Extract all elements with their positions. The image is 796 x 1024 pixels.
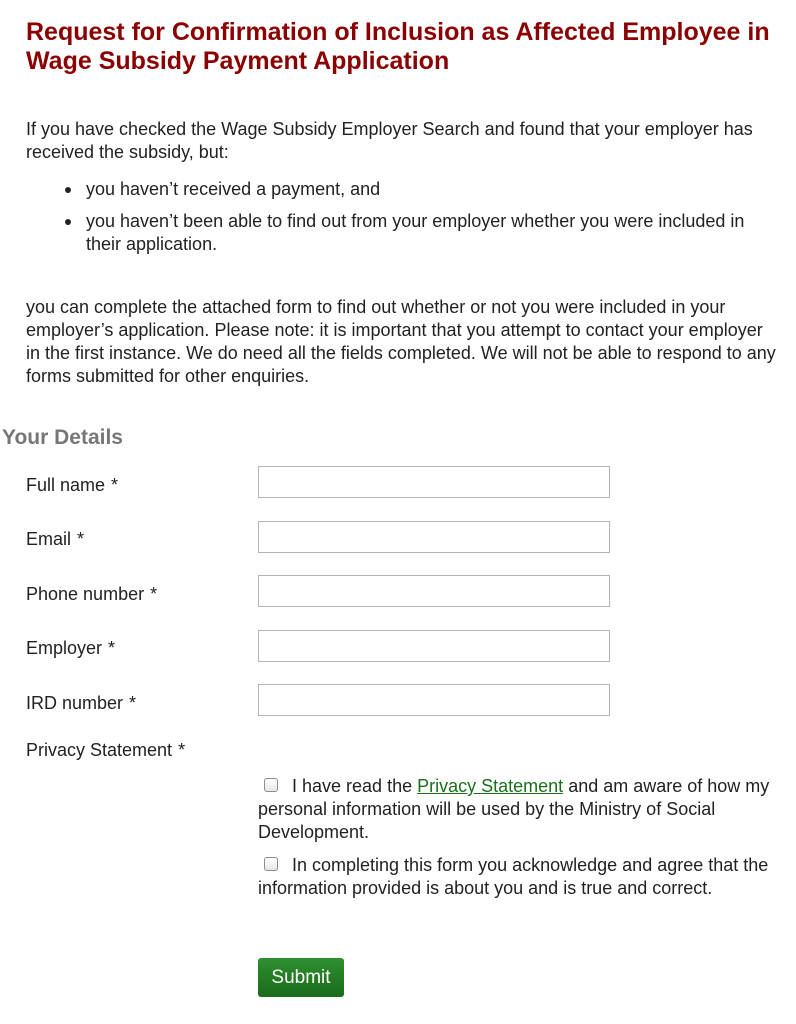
- required-marker: *: [129, 693, 137, 713]
- email-input[interactable]: [258, 521, 610, 553]
- acknowledge-checkbox[interactable]: [264, 857, 278, 871]
- ird-number-input[interactable]: [258, 684, 610, 716]
- employer-input[interactable]: [258, 630, 610, 662]
- required-marker: *: [150, 584, 158, 604]
- intro-text: If you have checked the Wage Subsidy Employer Search and found that your employer has received the subsidy, but:: [26, 119, 753, 162]
- employer-label: Employer *: [26, 638, 116, 658]
- privacy-statement-link[interactable]: Privacy Statement: [417, 776, 564, 796]
- acknowledge-option: In completing this form you acknowledge and agree that the information provided is about you and is true and correct.: [258, 855, 769, 898]
- section-heading-your-details: Your Details: [2, 426, 123, 449]
- condition-list: [26, 178, 778, 265]
- phone-number-input[interactable]: [258, 575, 610, 607]
- full-name-input[interactable]: [258, 466, 610, 498]
- phone-number-label: Phone number *: [26, 584, 158, 604]
- email-label: Email *: [26, 529, 85, 549]
- list-item: you haven’t received a payment, and: [26, 178, 778, 201]
- privacy-read-checkbox[interactable]: [264, 778, 278, 792]
- required-marker: *: [111, 475, 119, 495]
- submit-button[interactable]: Submit: [258, 958, 344, 997]
- privacy-statement-label: Privacy Statement *: [26, 740, 186, 760]
- page-title: Request for Confirmation of Inclusion as Affected Employee in Wage Subsidy Payment Application: [26, 18, 770, 75]
- ird-number-label: IRD number *: [26, 693, 137, 713]
- required-marker: *: [108, 638, 116, 658]
- full-name-label: Full name *: [26, 475, 119, 495]
- note-text: you can complete the attached form to find out whether or not you were included in your employer’s application. Please note: it is important that you attempt to contact your employer in the first instance. We do need all the fields completed. We will not be able to respond to any forms submitted for other enquiries.: [26, 297, 776, 386]
- required-marker: *: [178, 740, 186, 760]
- privacy-read-option: I have read the Privacy Statement and am aware of how my personal information will be used by the Ministry of Social Development.: [258, 776, 770, 842]
- list-item: you haven’t been able to find out from your employer whether you were included in their application.: [26, 210, 778, 256]
- required-marker: *: [77, 529, 85, 549]
